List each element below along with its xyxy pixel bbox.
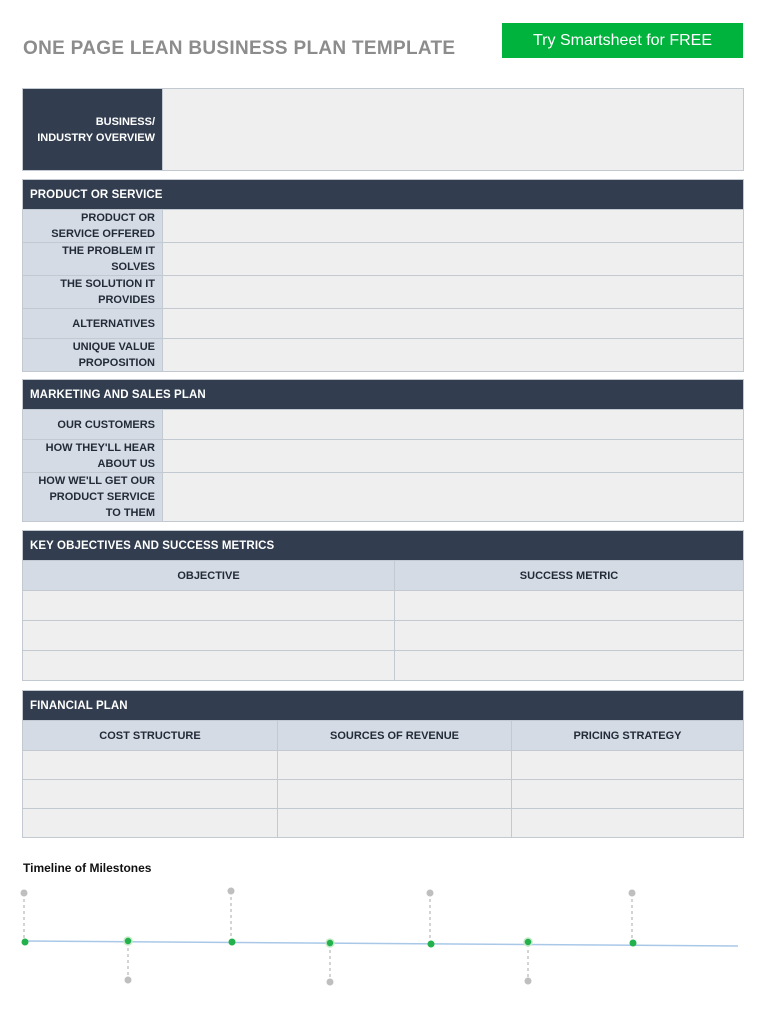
business-overview-label: BUSINESS/ INDUSTRY OVERVIEW (23, 89, 163, 171)
financial-plan-table (22, 690, 744, 838)
marketing-sales-heading: MARKETING AND SALES PLAN (23, 380, 744, 410)
hear-about-us-field[interactable] (163, 440, 744, 473)
try-smartsheet-button[interactable]: Try Smartsheet for FREE (502, 23, 743, 58)
hear-about-us-label: HOW THEY'LL HEAR ABOUT US (23, 440, 163, 473)
product-offered-label: PRODUCT OR SERVICE OFFERED (23, 210, 163, 243)
sources-revenue-column-header: SOURCES OF REVENUE (278, 721, 512, 751)
objectives-heading: KEY OBJECTIVES AND SUCCESS METRICS (23, 531, 744, 561)
timeline-title: Timeline of Milestones (23, 861, 152, 875)
pricing-strategy-cell[interactable] (512, 751, 744, 780)
problem-solves-field[interactable] (163, 243, 744, 276)
cost-structure-column-header: COST STRUCTURE (23, 721, 278, 751)
objective-cell[interactable] (23, 651, 395, 681)
cost-structure-cell[interactable] (23, 751, 278, 780)
milestone-marker[interactable] (524, 938, 532, 985)
milestone-marker[interactable] (228, 888, 236, 946)
objective-column-header: OBJECTIVE (23, 561, 395, 591)
milestone-marker[interactable] (629, 890, 637, 947)
marketing-sales-table (22, 379, 744, 522)
alternatives-label: ALTERNATIVES (23, 309, 163, 339)
financial-plan-heading: FINANCIAL PLAN (23, 691, 744, 721)
milestone-marker[interactable] (326, 939, 334, 986)
cost-structure-cell[interactable] (23, 780, 278, 809)
success-metric-cell[interactable] (395, 591, 744, 621)
problem-solves-label: THE PROBLEM IT SOLVES (23, 243, 163, 276)
sources-revenue-cell[interactable] (278, 809, 512, 838)
cost-structure-cell[interactable] (23, 809, 278, 838)
milestone-marker[interactable] (427, 890, 435, 948)
milestone-marker[interactable] (21, 890, 29, 946)
business-overview-table (22, 88, 744, 171)
get-product-label: HOW WE'LL GET OUR PRODUCT SERVICE TO THEM (23, 473, 163, 522)
get-product-field[interactable] (163, 473, 744, 522)
pricing-strategy-cell[interactable] (512, 809, 744, 838)
sources-revenue-cell[interactable] (278, 751, 512, 780)
alternatives-field[interactable] (163, 309, 744, 339)
our-customers-label: OUR CUSTOMERS (23, 410, 163, 440)
business-overview-field[interactable] (163, 89, 744, 171)
milestone-timeline (0, 880, 768, 1000)
value-proposition-field[interactable] (163, 339, 744, 372)
milestone-marker[interactable] (124, 937, 132, 984)
solution-provides-field[interactable] (163, 276, 744, 309)
pricing-strategy-column-header: PRICING STRATEGY (512, 721, 744, 751)
product-offered-field[interactable] (163, 210, 744, 243)
solution-provides-label: THE SOLUTION IT PROVIDES (23, 276, 163, 309)
value-proposition-label: UNIQUE VALUE PROPOSITION (23, 339, 163, 372)
objective-cell[interactable] (23, 621, 395, 651)
sources-revenue-cell[interactable] (278, 780, 512, 809)
our-customers-field[interactable] (163, 410, 744, 440)
success-metric-column-header: SUCCESS METRIC (395, 561, 744, 591)
success-metric-cell[interactable] (395, 651, 744, 681)
page-title: ONE PAGE LEAN BUSINESS PLAN TEMPLATE (23, 38, 456, 59)
success-metric-cell[interactable] (395, 621, 744, 651)
pricing-strategy-cell[interactable] (512, 780, 744, 809)
product-service-heading: PRODUCT OR SERVICE (23, 180, 744, 210)
objectives-table (22, 530, 744, 681)
objective-cell[interactable] (23, 591, 395, 621)
product-service-table (22, 179, 744, 372)
